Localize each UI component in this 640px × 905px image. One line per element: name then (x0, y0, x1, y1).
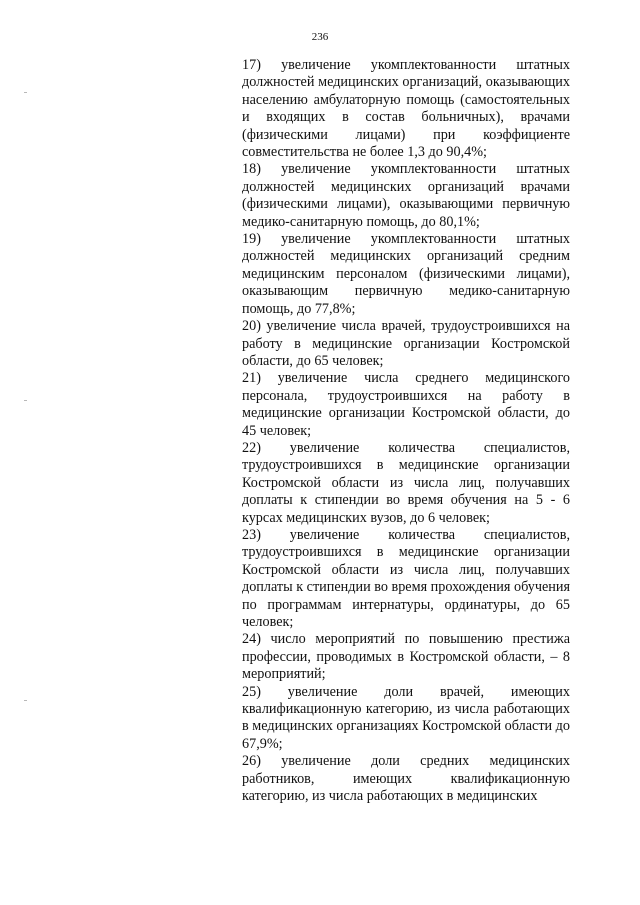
list-item-26: 26) увеличение доли средних медицинских работников, имеющих квалификационную категорию, из числа работающих в медицинских (242, 753, 570, 805)
list-item-18: 18) увеличение укомплектованности штатных должностей медицинских организаций врачами (физическими лицами), оказывающими первичную медико-санитарную помощь, до 80,1%; (242, 161, 570, 230)
page-number: 236 (311, 31, 329, 43)
scan-edge-mark (24, 700, 27, 701)
list-item-19: 19) увеличение укомплектованности штатных должностей медицинских организаций средним медицинским персоналом (физическими лицами), оказывающим первичную медико-санитарную помощь, до 77,8%; (242, 231, 570, 317)
list-item-17: 17) увеличение укомплектованности штатных должностей медицинских организаций, оказывающих населению амбулаторную помощь (самостоятельных и входящих в состав больничных), врачами (физическими лицами) при коэффициенте совместительства не более 1,3 до 90,4%; (242, 57, 570, 161)
list-item-23: 23) увеличение количества специалистов, трудоустроившихся в медицинские организации Костромской области из числа лиц, получавших доплаты к стипендии во время прохождения обучения по программам интернатуры, ординатуры, до 65 человек; (242, 526, 570, 630)
list-item-24: 24) число мероприятий по повышению престижа профессии, проводимых в Костромской области, – 8 мероприятий; (242, 631, 570, 683)
list-item-25: 25) увеличение доли врачей, имеющих квалификационную категорию, из числа работающих в медицинских организациях Костромской области до 67,9%; (242, 683, 570, 752)
list-item-21: 21) увеличение числа среднего медицинского персонала, трудоустроившихся на работу в медицинские организации Костромской области, до 45 человек; (242, 370, 570, 439)
list-item-22: 22) увеличение количества специалистов, трудоустроившихся в медицинские организации Костромской области из числа лиц, получавших доплаты к стипендии во время обучения на 5 - 6 курсах медицинских вузов, до 6 человек; (242, 439, 570, 526)
scan-edge-mark (24, 400, 27, 401)
scan-edge-mark (24, 92, 27, 93)
body-text (242, 57, 570, 805)
list-item-20: 20) увеличение числа врачей, трудоустроившихся на работу в медицинские организации Костромской области, до 65 человек; (242, 318, 570, 369)
